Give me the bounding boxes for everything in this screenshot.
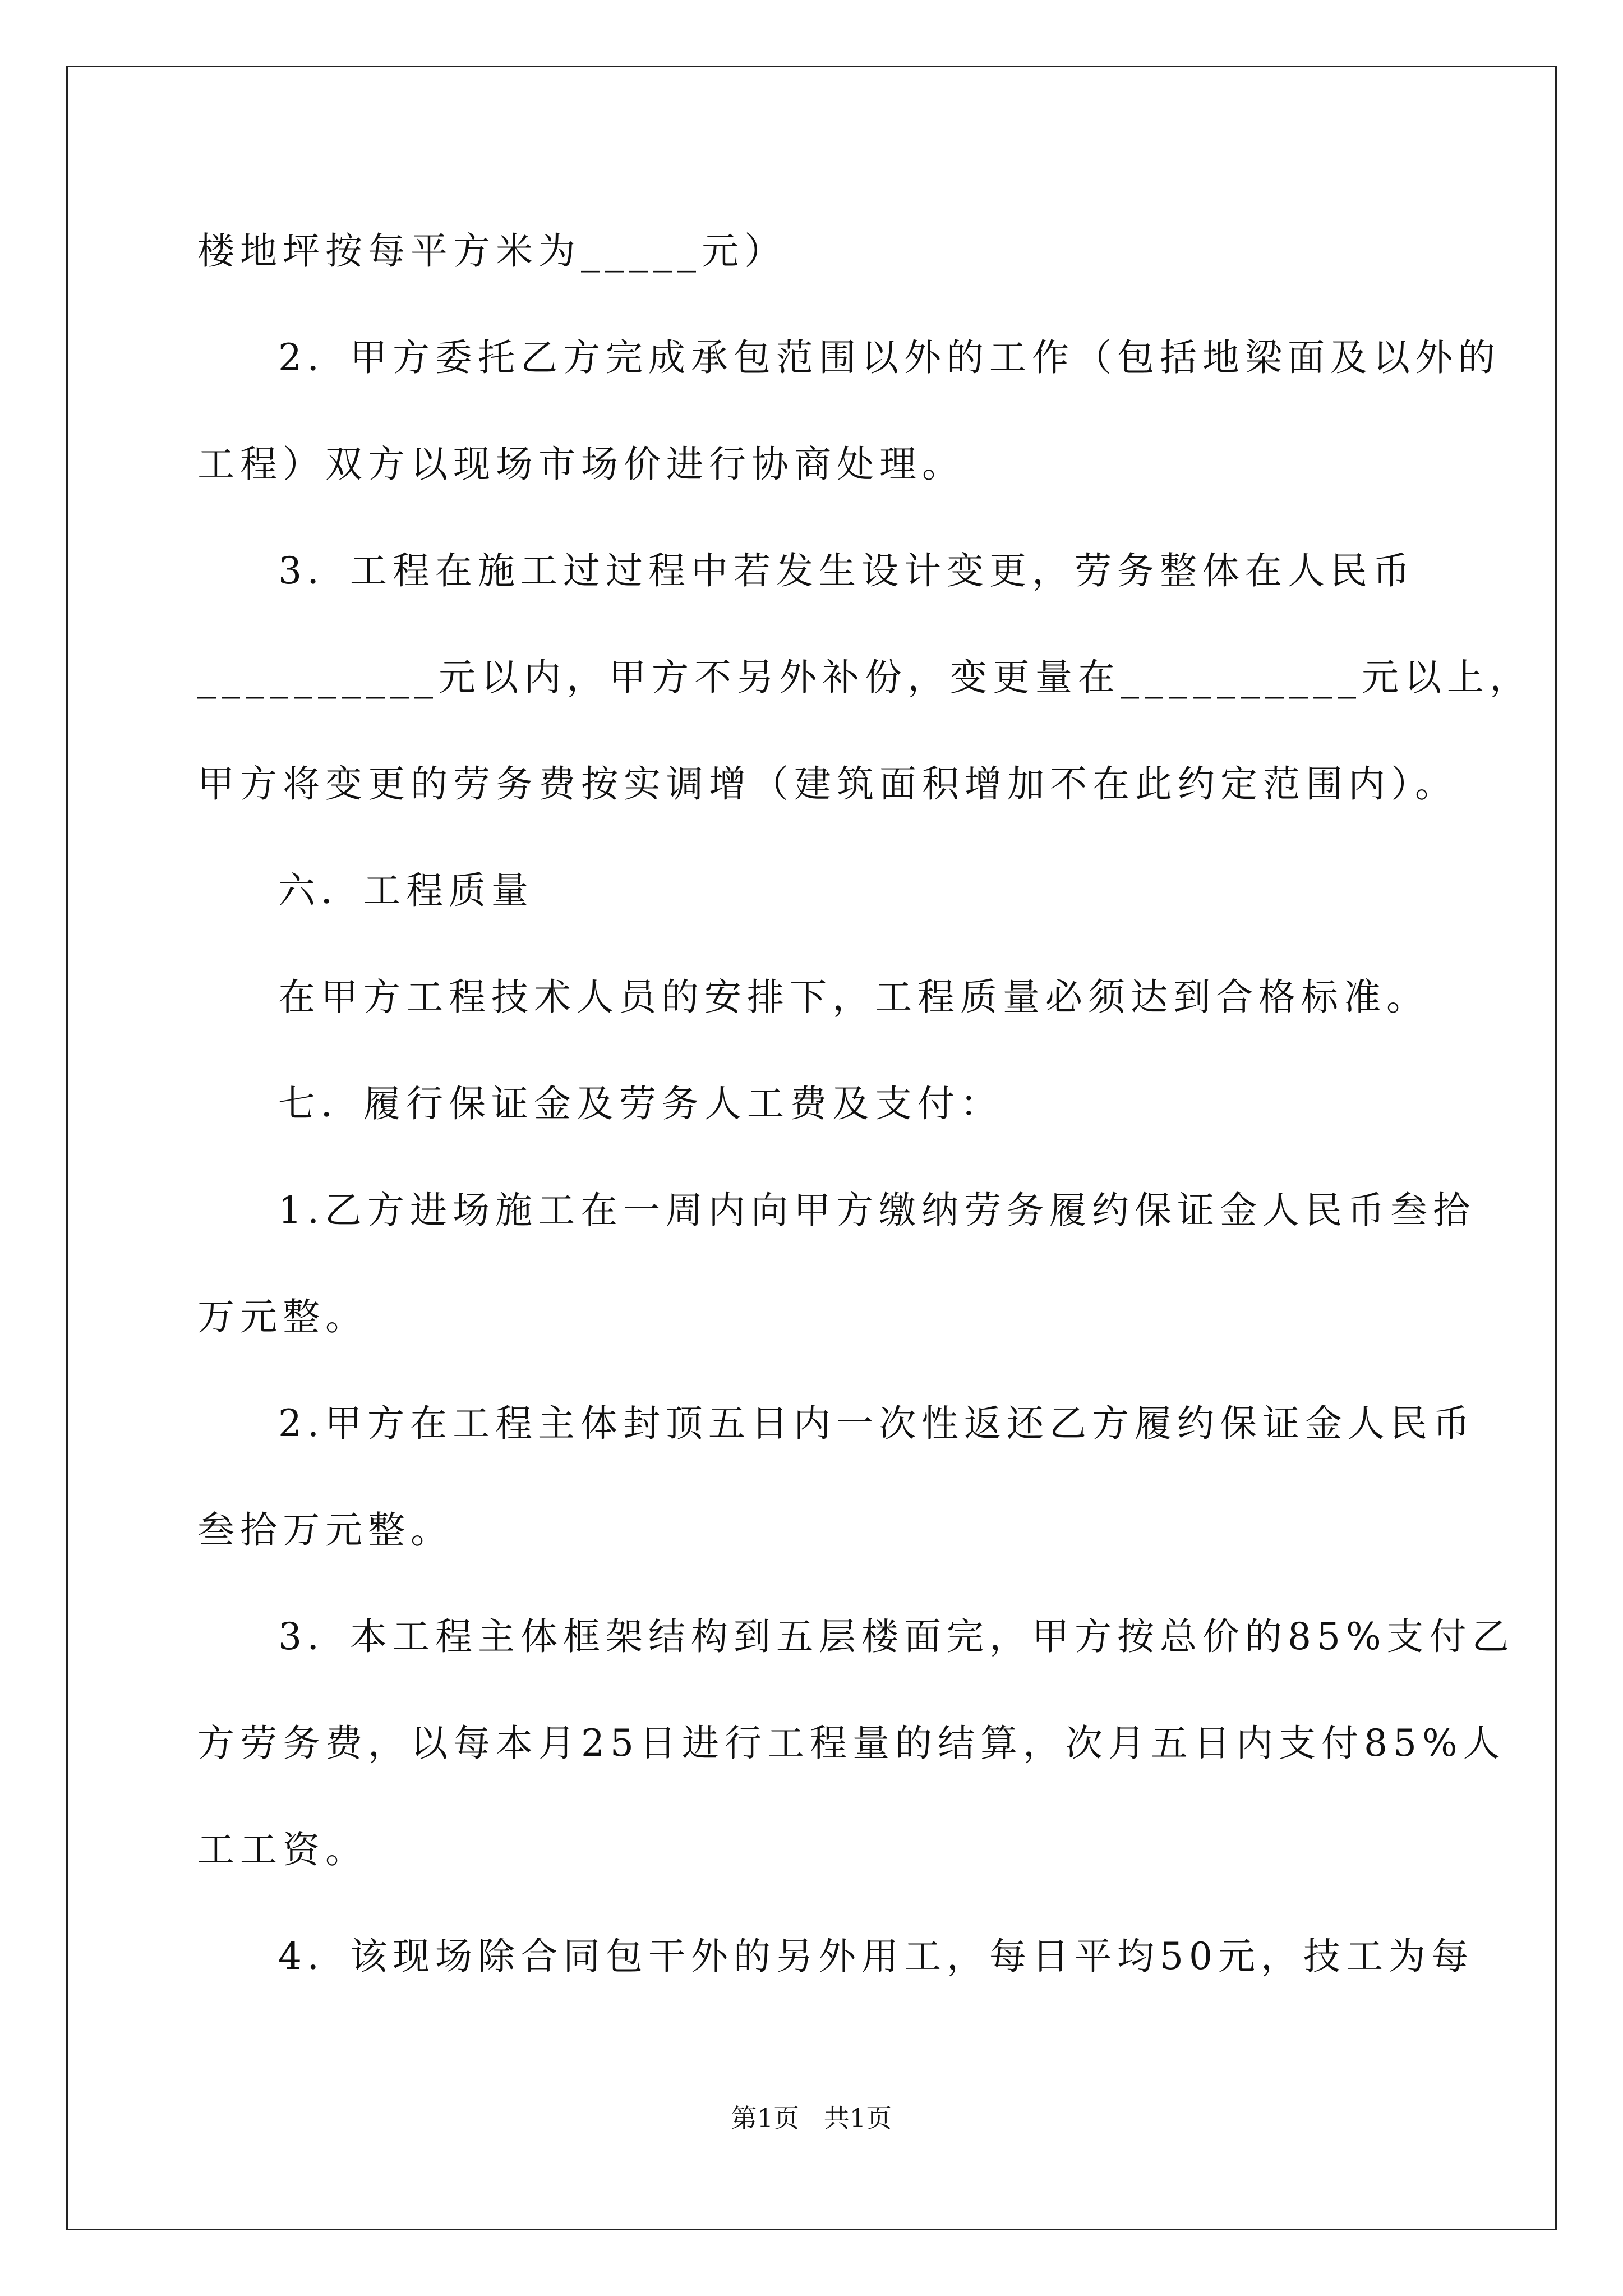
text-line: 在甲方工程技术人员的安排下，工程质量必须达到合格标准。 [278, 976, 1429, 1019]
page-border [66, 66, 1557, 2230]
text-line: 甲方将变更的劳务费按实调增（建筑面积增加不在此约定范围内）。 [197, 762, 1458, 806]
text-line: 3．本工程主体框架结构到五层楼面完，甲方按总价的85%支付乙 [278, 1615, 1515, 1658]
text-line: 工工资。 [197, 1828, 368, 1871]
text-line: 4．该现场除合同包干外的另外用工，每日平均50元，技工为每 [278, 1935, 1474, 1978]
text-line: 叁拾万元整。 [197, 1508, 453, 1552]
text-line: 1.乙方进场施工在一周内向甲方缴纳劳务履约保证金人民币叁拾 [278, 1189, 1476, 1232]
text-line: 工程）双方以现场市场价进行协商处理。 [197, 443, 965, 486]
section-heading: 六．工程质量 [278, 869, 534, 912]
text-line: 方劳务费，以每本月25日进行工程量的结算，次月五日内支付85%人 [197, 1722, 1506, 1765]
text-line: 楼地坪按每平方米为_____元） [197, 229, 787, 273]
text-line: 2.甲方在工程主体封顶五日内一次性返还乙方履约保证金人民币 [278, 1402, 1476, 1445]
page-number-footer: 第1页 共1页 [731, 2103, 892, 2133]
text-line: 3．工程在施工过过程中若发生设计变更，劳务整体在人民币 [278, 549, 1415, 592]
text-line: __________元以内，甲方不另外补份，变更量在__________元以上， [197, 656, 1532, 699]
text-line: 2．甲方委托乙方完成承包范围以外的工作（包括地梁面及以外的 [278, 336, 1501, 379]
text-line: 万元整。 [197, 1295, 368, 1338]
section-heading: 七．履行保证金及劳务人工费及支付： [278, 1082, 1003, 1125]
